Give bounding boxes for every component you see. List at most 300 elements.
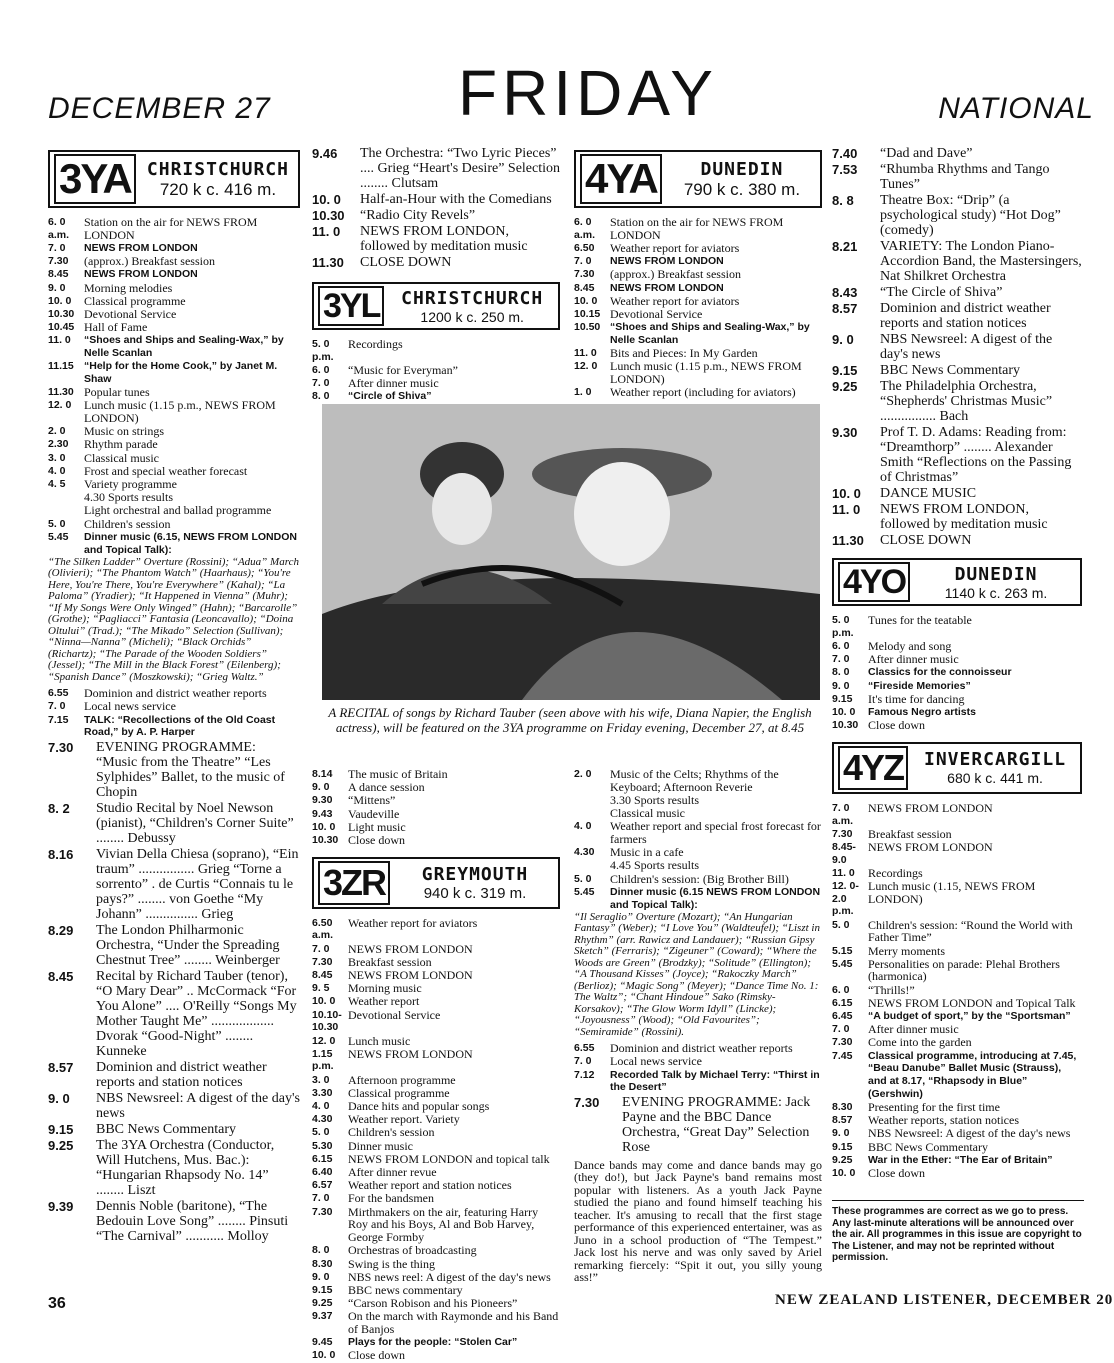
schedule-entry <box>312 969 560 982</box>
entry-text: Frost and special weather forecast <box>84 463 248 478</box>
schedule-entry <box>832 1010 1082 1023</box>
schedule-entry <box>832 332 1082 362</box>
schedule-entry <box>832 984 1082 997</box>
station-frequency: 1200 k c. 250 m. <box>420 308 524 325</box>
station-header-4yo <box>832 558 1082 606</box>
entry-time: 11.30 <box>48 386 74 399</box>
entry-text: Lunch music (1.15 p.m., NEWS FROM LONDON) <box>84 398 276 426</box>
page-day: FRIDAY <box>458 57 718 129</box>
entry-text: Classics for the connoisseur <box>868 666 1012 679</box>
entry-text: NEWS FROM LONDON <box>348 941 473 956</box>
entry-text: Station on the air for NEWS FROM LONDON <box>84 215 258 242</box>
entry-time: 9.25 <box>48 1137 74 1153</box>
entry-time: 4. 0 <box>574 820 592 833</box>
entry-text: Weather report for aviators <box>610 293 740 308</box>
entry-text: Classical programme <box>84 293 186 308</box>
entry-time: 7.12 <box>574 1068 595 1081</box>
entry-time: 7.30 <box>312 955 333 968</box>
entry-time <box>48 504 84 517</box>
entry-text: CLOSE DOWN <box>360 255 452 270</box>
entry-time: 7.30 <box>832 1036 853 1049</box>
schedule-entry <box>312 1035 560 1048</box>
entry-text: “Shoes and Ships and Sealing-Wax,” by Nelle Scanlan <box>610 321 810 346</box>
schedule-entry <box>48 216 300 241</box>
station-frequency: 720 k c. 416 m. <box>159 179 277 199</box>
schedule-entry <box>48 242 300 255</box>
schedule-entry <box>48 308 300 321</box>
station-logo: 4YZ <box>838 746 908 790</box>
entry-text: Recordings <box>348 337 403 351</box>
entry-text: Merry moments <box>868 943 945 958</box>
schedule-entry <box>48 465 300 478</box>
entry-time: 9.25 <box>832 379 858 394</box>
entry-text: Famous Negro artists <box>868 705 976 718</box>
schedule-entry <box>312 1179 560 1192</box>
station-frequency: 790 k c. 380 m. <box>683 179 801 199</box>
entry-time: 7. 0 <box>312 377 330 390</box>
entry-text: NEWS FROM LONDON, followed by meditation music <box>880 502 1048 532</box>
entry-time: 9. 5 <box>312 982 330 995</box>
station-city: CHRISTCHURCH <box>146 158 289 180</box>
entry-time: 9.25 <box>312 1297 333 1310</box>
schedule-entry <box>48 700 300 713</box>
page-date: DECEMBER 27 <box>48 92 271 125</box>
station-logo: 3ZR <box>318 861 390 905</box>
divider <box>832 1200 1084 1201</box>
entry-time: 10.30 <box>832 719 859 732</box>
entry-time: 12. 0 <box>312 1034 336 1047</box>
entry-time: 10. 0 <box>312 995 336 1008</box>
entry-text: TALK: “Recollections of the Old Coast Road,” by A. P. Harper <box>84 713 276 739</box>
entry-time: 6. 0 <box>312 363 330 376</box>
entry-text: Children's session: “Round the World with Father Time” <box>868 917 1073 945</box>
schedule-entry <box>832 666 1082 679</box>
entry-time: 5. 0 p.m. <box>832 614 854 639</box>
entry-text: Light music <box>348 819 406 834</box>
schedule-entry <box>48 923 300 968</box>
schedule-entry <box>574 873 822 886</box>
entry-time: 10.10-10.30 <box>312 1008 342 1034</box>
entry-text: Close down <box>868 718 925 733</box>
schedule-entry <box>832 239 1082 284</box>
station-city: INVERCARGILL <box>923 749 1067 771</box>
station-frequency: 940 k c. 319 m. <box>423 884 527 902</box>
entry-time: 7.45 <box>832 1049 853 1062</box>
entry-text: Light orchestral and ballad programme <box>84 503 272 518</box>
entry-time: 9. 0 <box>48 1090 70 1106</box>
schedule-entry <box>574 255 822 268</box>
entry-time: 10.50 <box>574 321 601 334</box>
entry-text: Rhythm parade <box>84 437 158 452</box>
entry-text: Weather report for aviators <box>348 915 478 930</box>
entry-text: Music on strings <box>84 424 165 439</box>
schedule-entry <box>574 216 822 241</box>
entry-text: “Help for the Home Cook,” by Janet M. Shaw <box>84 360 278 385</box>
schedule-entry <box>832 1101 1082 1114</box>
entry-time: 9.46 <box>312 146 338 161</box>
schedule-entry <box>312 1206 560 1244</box>
schedule-entry <box>48 452 300 465</box>
entry-text: “Dad and Dave” <box>880 146 973 161</box>
photo-tauber-napier <box>322 404 820 700</box>
schedule-entry <box>832 1114 1082 1127</box>
schedule-entry <box>832 719 1082 732</box>
schedule-entry <box>48 687 300 700</box>
schedule-entry <box>48 491 300 504</box>
schedule-entry <box>574 1069 822 1094</box>
entry-time: 9.37 <box>312 1310 333 1323</box>
schedule-entry <box>48 438 300 451</box>
schedule-entry <box>48 321 300 334</box>
entry-text: A dance session <box>348 780 425 795</box>
entry-text: Weather report (including for aviators) <box>610 385 796 400</box>
schedule-entry <box>312 1126 560 1139</box>
entry-time: 8. 0 <box>832 666 850 679</box>
entry-time: 6.50 a.m. <box>312 916 334 942</box>
schedule-entry <box>832 162 1082 192</box>
schedule-entry <box>312 1271 560 1284</box>
entry-time: 2. 0 <box>48 425 66 438</box>
schedule-entry <box>312 917 560 942</box>
entry-text: Close down <box>868 1166 925 1181</box>
entry-text: NEWS FROM LONDON <box>610 255 724 268</box>
entry-time: 11. 0 <box>312 224 341 239</box>
entry-text: Breakfast session <box>868 826 952 841</box>
entry-text: Vaudeville <box>348 806 400 821</box>
schedule-entry <box>832 919 1082 944</box>
entry-time: 10. 0 <box>832 1167 856 1180</box>
entry-text: Dominion and district weather reports <box>610 1041 793 1056</box>
schedule-entry <box>312 1140 560 1153</box>
entry-time: 9.30 <box>312 794 333 807</box>
station-logo: 3YL <box>318 286 384 326</box>
entry-text: NBS news reel: A digest of the day's news <box>348 1269 551 1284</box>
entry-text: “Music for Everyman” <box>348 362 458 377</box>
entry-text: Weather report. Variety <box>348 1112 460 1127</box>
schedule-entry <box>832 880 1082 918</box>
entry-text: “Radio City Revels” <box>360 208 476 223</box>
entry-text: Local news service <box>610 1054 702 1069</box>
entry-time: 7. 0 <box>312 1192 330 1205</box>
entry-text: Come into the garden <box>868 1035 972 1050</box>
schedule-entry <box>574 347 822 360</box>
entry-text: Recordings <box>868 865 923 880</box>
entry-time: 4.30 <box>574 846 595 859</box>
entry-text: “Carson Robison and his Pioneers” <box>348 1296 518 1311</box>
schedule-entry <box>312 943 560 956</box>
entry-time: 6.57 <box>312 1179 333 1192</box>
entry-time: 9. 0 <box>312 1270 330 1283</box>
schedule-entry <box>312 390 560 403</box>
entry-time: 9.15 <box>832 692 853 705</box>
schedule-entry <box>832 802 1082 827</box>
schedule-entry <box>574 308 822 321</box>
entry-text: Morning melodies <box>84 280 173 295</box>
schedule-entry <box>48 969 300 1059</box>
entry-text: Music of the Celts; Rhythms of the Keyboard; Afternoon Reverie <box>610 767 779 794</box>
schedule-entry <box>832 867 1082 880</box>
entry-text: Hall of Fame <box>84 320 148 335</box>
station-city: GREYMOUTH <box>421 863 529 885</box>
schedule-entry <box>832 193 1082 238</box>
entry-text: “Rhumba Rhythms and Tango Tunes” <box>880 162 1050 192</box>
schedule-entry <box>312 781 560 794</box>
entry-text: Close down <box>348 1348 405 1363</box>
schedule-entry <box>574 1042 822 1055</box>
schedule-entry <box>574 295 822 308</box>
entry-time: 9. 0 <box>832 332 854 347</box>
schedule-entry <box>48 425 300 438</box>
schedule-entry <box>312 794 560 807</box>
schedule-entry <box>312 192 560 207</box>
entry-text: Children's session <box>348 1125 435 1140</box>
entry-time: 8.57 <box>48 1059 74 1075</box>
entry-text: Devotional Service <box>84 306 177 321</box>
page-network: NATIONAL <box>938 92 1094 125</box>
entry-text: For the bandsmen <box>348 1191 434 1206</box>
schedule-entry <box>832 533 1082 548</box>
schedule-entry <box>312 1310 560 1335</box>
entry-time: 8.45 <box>574 281 595 294</box>
entry-time: 7.30 <box>48 739 74 755</box>
entry-text: Studio Recital by Noel Newson (pianist), “Children's Corner Suite” ........ Debussy <box>96 800 294 846</box>
entry-time: 5.30 <box>312 1139 333 1152</box>
entry-text: (approx.) Breakfast session <box>84 254 215 269</box>
entry-time: 9.15 <box>48 1121 74 1137</box>
schedule-entry <box>832 680 1082 693</box>
station-logo: 4YA <box>580 154 662 204</box>
schedule-entry <box>48 518 300 531</box>
entry-text: Theatre Box: “Drip” (a psychological study) “Hot Dog” (comedy) <box>880 193 1061 238</box>
entry-time: 8. 0 <box>312 390 330 403</box>
schedule-entry <box>48 531 300 556</box>
entry-time: 4.30 <box>312 1113 333 1126</box>
entry-text: Close down <box>348 833 405 848</box>
entry-time: 8. 2 <box>48 800 70 816</box>
entry-text: The 3YA Orchestra (Conductor, Will Hutchens, Mus. Bac.): “Hungarian Rhapsody No. 14” ........ Liszt <box>96 1137 275 1198</box>
schedule-entry <box>312 364 560 377</box>
entry-text: Variety programme <box>84 477 177 492</box>
station-city: DUNEDIN <box>700 158 784 180</box>
station-city: DUNEDIN <box>954 563 1038 585</box>
entry-text: Weather report <box>348 994 420 1009</box>
entry-time: 9.25 <box>832 1153 853 1166</box>
entry-text: NEWS FROM LONDON <box>348 1046 473 1061</box>
schedule-entry <box>312 1244 560 1257</box>
entry-time: 7. 0 <box>312 942 330 955</box>
schedule-entry <box>832 379 1082 424</box>
entry-time: 10.15 <box>574 307 601 320</box>
schedule-entry <box>574 386 822 399</box>
entry-time: 5.45 <box>48 530 69 543</box>
entry-text: Popular tunes <box>84 385 150 400</box>
entry-text: Personalities on parade: Plehal Brothers (harmonica) <box>868 956 1060 984</box>
schedule-entry <box>312 1048 560 1073</box>
entry-time: 4. 0 <box>312 1100 330 1113</box>
schedule-entry <box>48 504 300 517</box>
schedule-entry <box>574 846 822 859</box>
entry-time: 8.16 <box>48 846 74 862</box>
column-4ya-evening <box>832 146 1082 1180</box>
entry-time: 6. 0 <box>832 639 850 652</box>
entry-time: 9.45 <box>312 1336 333 1349</box>
entry-time: 6.40 <box>312 1166 333 1179</box>
entry-text: NEWS FROM LONDON <box>84 268 198 281</box>
entry-text: NEWS FROM LONDON <box>610 281 724 294</box>
schedule-entry <box>312 1284 560 1297</box>
schedule-entry <box>832 614 1082 639</box>
schedule-entry <box>48 295 300 308</box>
column-3zr <box>312 768 560 1363</box>
schedule-entry <box>312 808 560 821</box>
schedule-entry <box>832 1167 1082 1180</box>
entry-time: 9. 0 <box>832 679 850 692</box>
station-header-3ya <box>48 150 300 208</box>
schedule-entry <box>312 1100 560 1113</box>
page-number: 36 <box>48 1295 66 1312</box>
schedule-entry <box>312 768 560 781</box>
entry-text: “Thrills!” <box>868 982 915 997</box>
entry-time: 5.15 <box>832 944 853 957</box>
entry-text: Prof T. D. Adams: Reading from: “Dreamthorp” ........ Alexander Smith “Reflections on the Passing of Christmas” <box>880 425 1072 485</box>
entry-time: 7.40 <box>832 146 858 161</box>
entry-text: 4.30 Sports results <box>84 490 174 505</box>
entry-text: After dinner revue <box>348 1165 437 1180</box>
schedule-entry <box>574 820 822 845</box>
schedule-entry <box>574 282 822 295</box>
schedule-entry <box>832 285 1082 300</box>
entry-time: 4. 0 <box>48 464 66 477</box>
entry-text: “Shoes and Ships and Sealing-Wax,” by Nelle Scanlan <box>84 334 284 360</box>
schedule-entry <box>832 1127 1082 1140</box>
entry-time: 5. 0 p.m. <box>312 338 334 363</box>
schedule-entry <box>312 821 560 834</box>
column-3ya <box>48 150 300 1245</box>
entry-text: The music of Britain <box>348 767 448 781</box>
entry-time: 5.45 <box>574 885 595 898</box>
schedule-entry <box>312 956 560 969</box>
schedule-entry <box>832 706 1082 719</box>
schedule-entry <box>574 321 822 346</box>
entry-time: 8.45 <box>48 968 74 984</box>
entry-text: Recorded Talk by Michael Terry: “Thirst in the Desert” <box>610 1068 820 1094</box>
schedule-entry <box>48 847 300 922</box>
entry-text: Dennis Noble (baritone), “The Bedouin Love Song” ........ Pinsuti “The Carnival” ........... Molloy <box>96 1198 289 1244</box>
schedule-entry <box>832 363 1082 378</box>
entry-time: 9.30 <box>832 425 858 440</box>
entry-time: 7.30 <box>48 255 69 268</box>
entry-time: 7.53 <box>832 162 858 177</box>
entry-text: BBC News Commentary <box>880 363 1020 378</box>
entry-text: “A budget of sport,” by the “Sportsman” <box>868 1010 1071 1023</box>
entry-time: 7. 0 <box>48 700 66 713</box>
schedule-entry <box>312 1087 560 1100</box>
entry-text: Lunch music (1.15, NEWS FROM LONDON) <box>868 879 1036 906</box>
entry-text: Children's session: (Big Brother Bill) <box>610 871 789 886</box>
schedule-entry <box>48 399 300 424</box>
entry-time: 8.57 <box>832 1114 853 1127</box>
station-frequency: 1140 k c. 263 m. <box>944 584 1048 601</box>
entry-text: DANCE MUSIC <box>880 486 977 501</box>
entry-time: 9.15 <box>832 363 858 378</box>
entry-time: 5.45 <box>832 957 853 970</box>
schedule-entry <box>48 478 300 491</box>
schedule-entry <box>312 1258 560 1271</box>
entry-text: NEWS FROM LONDON <box>868 839 993 854</box>
entry-text: EVENING PROGRAMME: “Music from the Theatre” “Les Sylphides” Ballet, to the music of Chopin <box>96 739 285 800</box>
entry-text: Recital by Richard Tauber (tenor), “O Mary Dear” .. McCormack “For You Alone” .... O'Reilly “Songs My Mother Taught Me” .................. Dvorak “Good-Night” ........ Kunneke <box>96 968 297 1059</box>
schedule-entry <box>832 945 1082 958</box>
schedule-entry <box>832 1023 1082 1036</box>
column-4ya-continued <box>574 768 822 1288</box>
entry-text: Classical programme <box>348 1085 450 1100</box>
entry-time: 10.30 <box>312 834 339 847</box>
schedule-entry <box>832 425 1082 485</box>
entry-time <box>574 859 610 872</box>
schedule-entry <box>832 486 1082 501</box>
station-frequency: 680 k c. 441 m. <box>947 770 1043 787</box>
entry-time: 10. 0 <box>312 1349 336 1362</box>
schedule-entry <box>312 338 560 363</box>
entry-time: 8.14 <box>312 768 333 780</box>
schedule-entry <box>832 1154 1082 1167</box>
entry-time: 7. 0 <box>832 653 850 666</box>
entry-text: Classical music <box>610 806 685 821</box>
entry-time: 7.30 <box>312 1205 333 1218</box>
entry-time: 6.45 <box>832 1010 853 1023</box>
schedule-entry <box>312 255 560 270</box>
schedule-entry <box>312 377 560 390</box>
entry-text: “Fireside Memories” <box>868 679 971 692</box>
entry-time: 10. 0 <box>832 705 856 718</box>
entry-time: 8.30 <box>312 1257 333 1270</box>
schedule-entry <box>574 768 822 793</box>
schedule-entry <box>574 859 822 872</box>
entry-time: 10. 0 <box>832 486 861 501</box>
schedule-entry <box>832 997 1082 1010</box>
entry-text: Swing is the thing <box>348 1256 436 1271</box>
entry-text: NEWS FROM LONDON and topical talk <box>348 1151 550 1166</box>
schedule-entry <box>832 640 1082 653</box>
entry-text: Orchestras of broadcasting <box>348 1243 477 1258</box>
entry-text: Presenting for the first time <box>868 1100 1000 1114</box>
entry-text: The London Philharmonic Orchestra, “Under the Spreading Chestnut Tree” ........ Weinberger <box>96 922 280 968</box>
entry-text: NBS Newsreel: A digest of the day's news <box>96 1090 300 1121</box>
entry-text: NEWS FROM LONDON <box>84 241 198 254</box>
entry-time: 10. 0 <box>312 820 336 833</box>
entry-time: 1.15 p.m. <box>312 1047 334 1073</box>
entry-text: 3.30 Sports results <box>610 792 700 807</box>
station-header-3yl <box>312 282 560 330</box>
entry-text: VARIETY: The London Piano-Accordion Band, the Mastersingers, Nat Shilkret Orchestra <box>880 239 1082 284</box>
entry-time: 4. 5 <box>48 478 66 491</box>
entry-time: 7. 0 <box>574 255 592 268</box>
entry-text: After dinner music <box>348 376 439 391</box>
entry-text: NBS Newsreel: A digest of the day's news <box>868 1126 1071 1141</box>
schedule-entry <box>48 1199 300 1244</box>
entry-time: 1. 0 <box>574 386 592 399</box>
schedule-entry <box>832 828 1082 841</box>
entry-time: 6.50 <box>574 241 595 254</box>
entry-text: Bits and Pieces: In My Garden <box>610 346 758 361</box>
schedule-entry <box>312 1297 560 1310</box>
entry-time: 8.29 <box>48 922 74 938</box>
column-4ya <box>574 150 822 399</box>
station-city: CHRISTCHURCH <box>401 287 544 309</box>
entry-text: Weather report and station notices <box>348 1178 512 1193</box>
schedule-entry <box>832 1036 1082 1049</box>
entry-text: Local news service <box>84 699 176 714</box>
